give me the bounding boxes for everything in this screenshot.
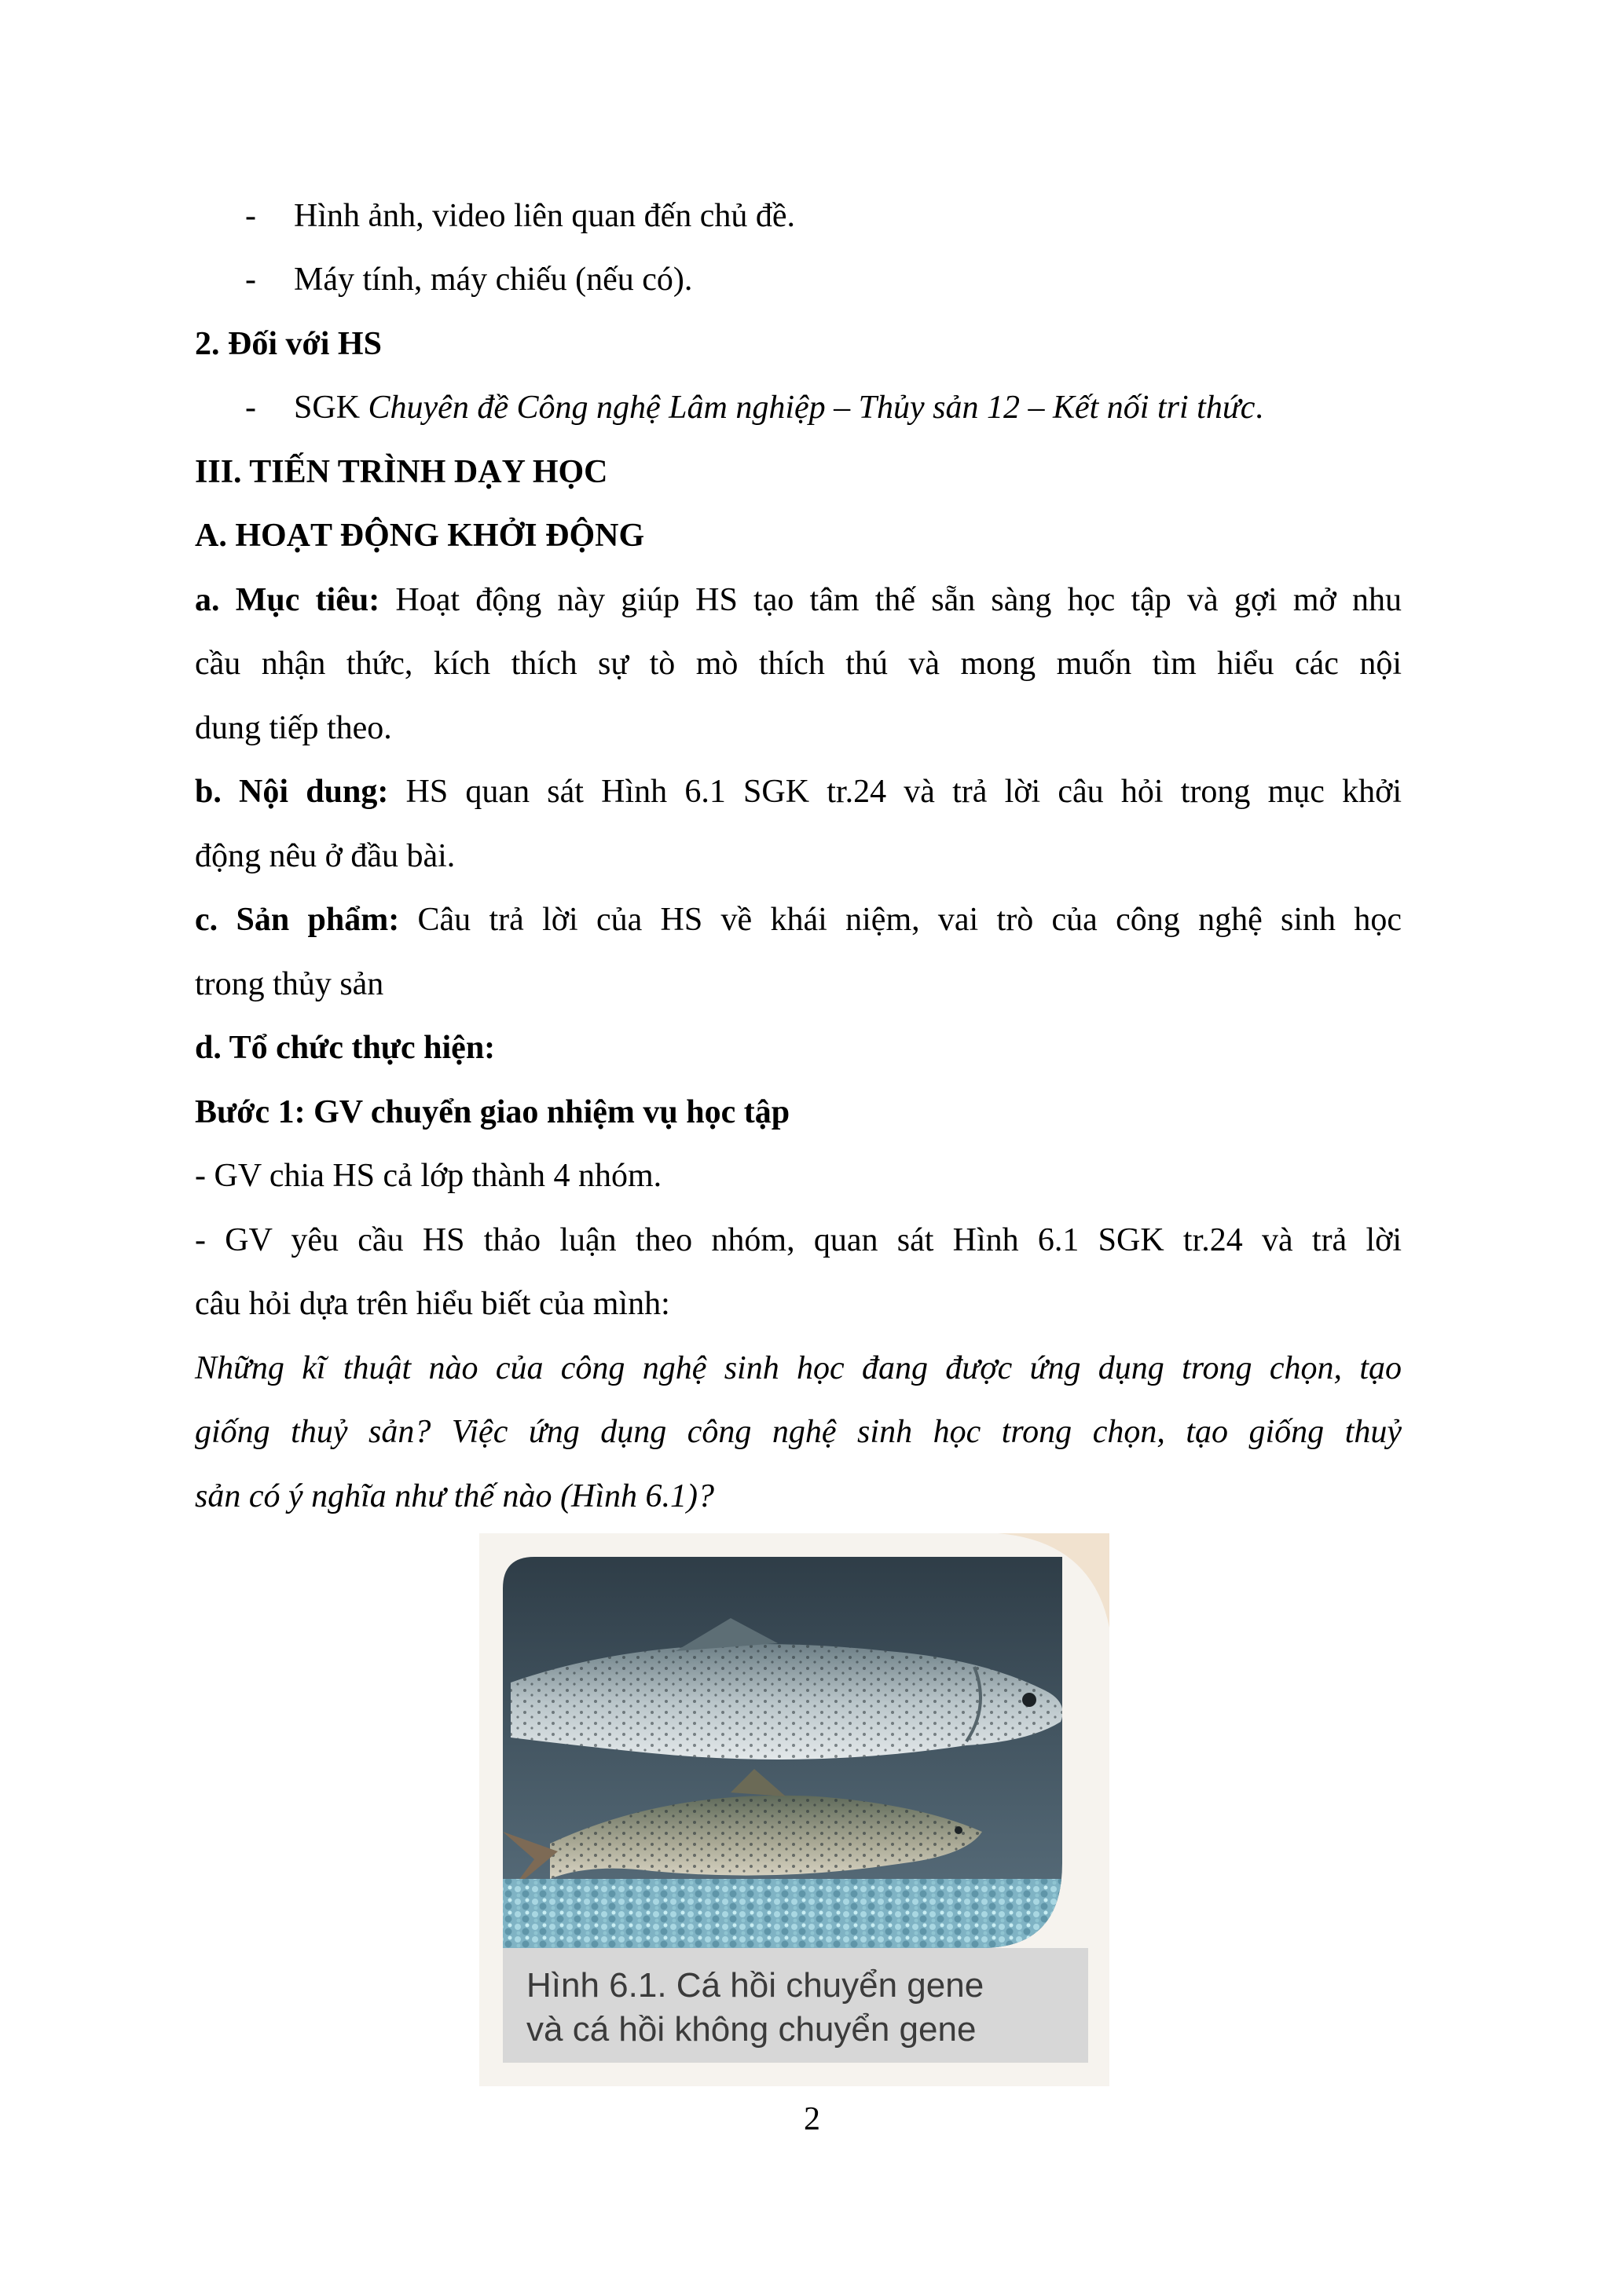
- figure-salmon: [479, 1533, 1109, 2086]
- noi-dung-line-1: b. Nội dung: HS quan sát Hình 6.1 SGK tr.24 và trả lời câu hỏi trong mục khởi: [195, 774, 1402, 810]
- bullet-sgk: SGK Chuyên đề Công nghệ Lâm nghiệp – Thủy sản 12 – Kết nối tri thức.: [294, 390, 1263, 426]
- muc-tieu-line-2: cầu nhận thức, kích thích sự tò mò thích thú và mong muốn tìm hiểu các nội: [195, 646, 1402, 682]
- gv-yeu-cau-line-1: - GV yêu cầu HS thảo luận theo nhóm, quan sát Hình 6.1 SGK tr.24 và trả lời: [195, 1222, 1402, 1258]
- bullet-images-videos: Hình ảnh, video liên quan đến chủ đề.: [294, 198, 795, 234]
- question-line-3: sản có ý nghĩa như thế nào (Hình 6.1)?: [195, 1478, 714, 1514]
- heading-to-chuc: d. Tổ chức thực hiện:: [195, 1030, 496, 1066]
- bullet-computer-projector: Máy tính, máy chiếu (nếu có).: [294, 262, 693, 298]
- bullet-dash: -: [245, 262, 256, 298]
- question-line-2: giống thuỷ sản? Việc ứng dụng công nghệ sinh học trong chọn, tạo giống thuỷ: [195, 1414, 1402, 1450]
- book-title: Chuyên đề Công nghệ Lâm nghiệp – Thủy sản 12 – Kết nối tri thức: [368, 390, 1256, 426]
- figure-caption-line-1: Hình 6.1. Cá hồi chuyển gene: [526, 1966, 984, 2005]
- muc-tieu-label: a. Mục tiêu:: [195, 582, 380, 618]
- figure-caption-line-2: và cá hồi không chuyển gene: [526, 2010, 977, 2049]
- san-pham-line-2: trong thủy sản: [195, 966, 384, 1002]
- muc-tieu-line-1: a. Mục tiêu: Hoạt động này giúp HS tạo tâm thế sẵn sàng học tập và gợi mở nhu: [195, 582, 1402, 618]
- gv-yeu-cau-line-2: câu hỏi dựa trên hiểu biết của mình:: [195, 1286, 670, 1322]
- heading-buoc-1: Bước 1: GV chuyển giao nhiệm vụ học tập: [195, 1094, 790, 1130]
- san-pham-line-1: c. Sản phẩm: Câu trả lời của HS về khái niệm, vai trò của công nghệ sinh học: [195, 902, 1402, 938]
- noi-dung-label: b. Nội dung:: [195, 774, 389, 810]
- bullet-dash: -: [245, 390, 256, 426]
- heading-tien-trinh: III. TIẾN TRÌNH DẠY HỌC: [195, 454, 608, 490]
- san-pham-label: c. Sản phẩm:: [195, 902, 400, 938]
- noi-dung-line-2: động nêu ở đầu bài.: [195, 838, 456, 874]
- question-line-1: Những kĩ thuật nào của công nghệ sinh học đang được ứng dụng trong chọn, tạo: [195, 1350, 1402, 1386]
- bullet-dash: -: [245, 198, 256, 234]
- page-number: 2: [804, 2101, 820, 2137]
- gv-chia-nhom: - GV chia HS cả lớp thành 4 nhóm.: [195, 1158, 662, 1194]
- heading-khoi-dong: A. HOẠT ĐỘNG KHỞI ĐỘNG: [195, 518, 645, 554]
- heading-doi-voi-hs: 2. Đối với HS: [195, 326, 382, 362]
- muc-tieu-line-3: dung tiếp theo.: [195, 710, 392, 746]
